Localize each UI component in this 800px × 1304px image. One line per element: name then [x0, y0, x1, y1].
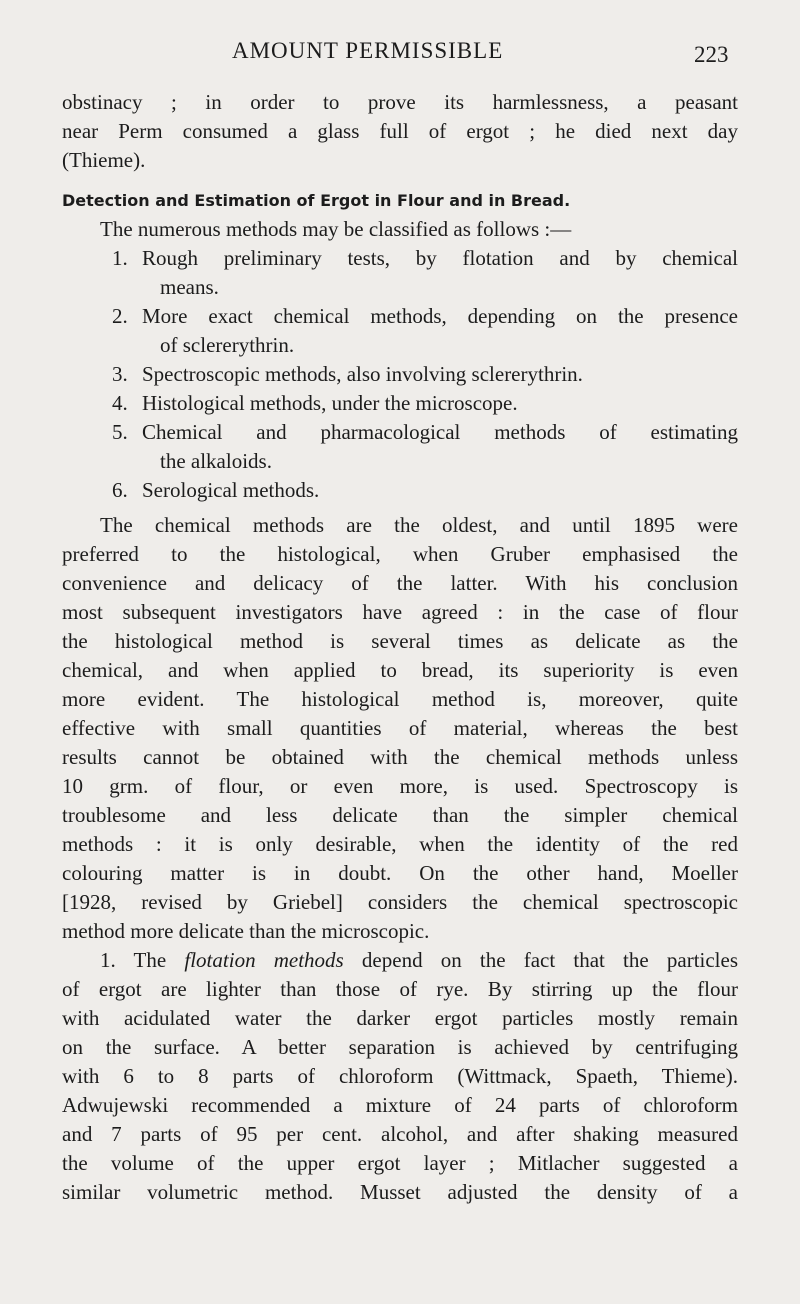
running-title: AMOUNT PERMISSIBLE — [232, 38, 504, 63]
page-number: 223 — [694, 42, 729, 67]
text-line: results cannot be obtained with the chemical methods unless — [62, 745, 738, 769]
flotation-paragraph — [62, 946, 738, 1207]
text-line: with 6 to 8 parts of chloroform (Wittmack, Spaeth, Thieme). — [62, 1064, 738, 1088]
text-span: depend on the fact that the particles — [361, 948, 739, 972]
text-line: method more delicate than the microscopic. — [62, 919, 430, 943]
list-item-continuation: means. — [160, 275, 219, 299]
text-line: effective with small quantities of material, whereas the best — [62, 716, 738, 740]
text-line: methods : it is only desirable, when the identity of the red — [62, 832, 738, 856]
list-item — [62, 244, 738, 273]
text-line: [1928, revised by Griebel] considers the chemical spectroscopic — [62, 890, 738, 914]
text-line: chemical, and when applied to bread, its superiority is even — [62, 658, 738, 682]
text-line: (Thieme). — [62, 148, 146, 172]
list-item-text: Rough preliminary tests, by flotation and by chemical — [142, 246, 738, 270]
text-line: preferred to the histological, when Gruber emphasised the — [62, 542, 738, 566]
text-line: 10 grm. of flour, or even more, is used. Spectroscopy is — [62, 774, 738, 798]
body-text — [62, 88, 738, 1207]
text-line: convenience and delicacy of the latter. With his conclusion — [62, 571, 738, 595]
italic-term: flotation methods — [184, 948, 344, 972]
text-line: colouring matter is in doubt. On the other hand, Moeller — [62, 861, 738, 885]
list-item-number: 2. — [112, 304, 128, 328]
text-line: with acidulated water the darker ergot particles mostly remain — [62, 1006, 738, 1030]
list-item-continuation: of sclererythrin. — [160, 333, 295, 357]
text-line: the histological method is several times as delicate as the — [62, 629, 738, 653]
list-item-number: 6. — [112, 478, 128, 502]
text-line: of ergot are lighter than those of rye. By stirring up the flour — [62, 977, 738, 1001]
list-item-text: Histological methods, under the microscope. — [142, 391, 518, 415]
text-line: most subsequent investigators have agreed : in the case of flour — [62, 600, 738, 624]
list-item — [62, 418, 738, 447]
list-item-text: More exact chemical methods, depending on the presence — [142, 304, 738, 328]
section-heading: Detection and Estimation of Ergot in Flour and in Bread. — [62, 191, 571, 210]
list-item-number: 3. — [112, 362, 128, 386]
text-line: Adwujewski recommended a mixture of 24 parts of chloroform — [62, 1093, 738, 1117]
text-line: near Perm consumed a glass full of ergot ; he died next day — [62, 119, 738, 143]
methods-list — [62, 244, 738, 505]
text-line: obstinacy ; in order to prove its harmlessness, a peasant — [62, 90, 738, 114]
list-item-continuation: the alkaloids. — [160, 449, 272, 473]
text-line: on the surface. A better separation is achieved by centrifuging — [62, 1035, 738, 1059]
text-line: similar volumetric method. Musset adjusted the density of a — [62, 1180, 738, 1204]
list-item-number: 5. — [112, 420, 128, 444]
running-head — [0, 38, 800, 70]
list-item — [62, 302, 738, 331]
comparison-paragraph — [62, 511, 738, 946]
list-item-text: Chemical and pharmacological methods of estimating — [142, 420, 738, 444]
list-item — [62, 389, 738, 418]
list-item-text: Spectroscopic methods, also involving sclererythrin. — [142, 362, 583, 386]
text-line: the volume of the upper ergot layer ; Mitlacher suggested a — [62, 1151, 738, 1175]
text-line: The chemical methods are the oldest, and until 1895 were — [100, 513, 738, 537]
list-item — [62, 360, 738, 389]
text-line — [62, 946, 738, 975]
classification-intro: The numerous methods may be classified as follows :— — [100, 217, 572, 241]
text-line: and 7 parts of 95 per cent. alcohol, and after shaking measured — [62, 1122, 738, 1146]
list-item-number: 1. — [112, 246, 128, 270]
list-item — [62, 476, 738, 505]
text-line: more evident. The histological method is, moreover, quite — [62, 687, 738, 711]
text-line: troublesome and less delicate than the simpler chemical — [62, 803, 738, 827]
list-item-text: Serological methods. — [142, 478, 320, 502]
list-item-number: 4. — [112, 391, 128, 415]
paragraph-lead: 1. The — [100, 948, 167, 972]
